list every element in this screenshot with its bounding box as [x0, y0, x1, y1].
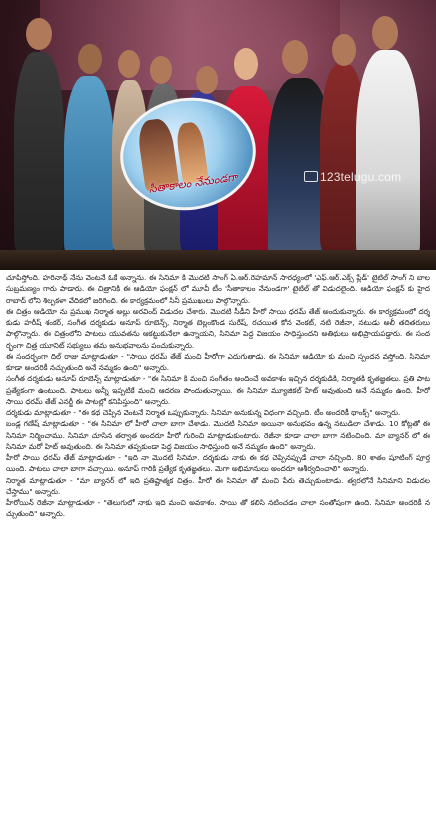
article-paragraph: సంగీత దర్శకుడు అనూప్ రూబెన్స్ మాట్లాడుతూ - "ఈ సినిమా కి మంచి సంగీతం అందించే అవకాశం ఇచ్చిన దర్శకుడికి, నిర్మాతకి కృతజ్ఞతలు. ప్రతి పాట ప్రత్యేకంగా ఉంటుంది. పాటలు అన్నీ ఇప్పటికే మంచి ఆదరణ పొందుతున్నాయి. ఈ సినిమా మ్యూజికల్ హిట్ అవుతుంది అనే నమ్మకం ఉంది. హీరో సాయి ధరమ్ తేజ్ ఎనర్జీ ఈ పాటల్లో కనిపిస్తుంది" అన్నారు.	[6, 374, 430, 406]
article-paragraph: చూపిస్తోంది. హరినాథ్ నేను వెంటనే ఓకే అన్నాను. ఈ సినిమా కి మొదటి సాంగ్ ఏ.ఆర్.రెహమాన్ సారధ్యంలో 'ఎఫ్.ఆర్.ఎక్స్ ప్లేడ్' టైటిల్ సాంగ్ ని బాలసుబ్రమణ్యం గారు పాడారు. ఈ చిత్రానికి ఈ ఆడియో ఫంక్షన్ లో మూవీ టీం 'సీతాకాలం నేనుండగా' టైటిల్ తో విడుదలైంది. ఆడియో ఫంక్షన్ కు హైదరాబాద్ లోని శిల్పకళా వేదికలో జరిగింది. ఈ కార్యక్రమంలో సినీ ప్రముఖులు పాల్గొన్నారు.	[6, 273, 430, 305]
person	[14, 52, 64, 252]
stage-floor	[0, 250, 436, 270]
article-paragraph: దర్శకుడు మాట్లాడుతూ - "ఈ కథ చెప్పిన వెంటనే నిర్మాత ఒప్పుకున్నారు. సినిమా అనుకున్న విధంగా వచ్చింది. టీం అందరికీ థాంక్స్" అన్నారు.	[6, 408, 401, 417]
person-head	[150, 56, 172, 84]
person-head	[196, 66, 218, 94]
watermark-text: 123telugu.com	[320, 170, 402, 184]
person-head	[78, 44, 102, 74]
person-head	[282, 40, 308, 74]
article-paragraph: హీరో సాయి ధరమ్ తేజ్ మాట్లాడుతూ - "ఇది నా మొదటి సినిమా. దర్శకుడు నాకు ఈ కథ చెప్పినప్పుడే చాలా నచ్చింది. 80 శాతం షూటింగ్ పూర్తయింది. పాటలు చాలా బాగా వచ్చాయి. అనూప్ గారికి ప్రత్యేక కృతజ్ఞతలు. మెగా అభిమానులు అందరూ ఆశీర్వదించాలి" అన్నారు.	[6, 453, 430, 474]
article-paragraph: బండ్ల గణేష్ మాట్లాడుతూ - "ఈ సినిమా లో హీరో చాలా బాగా చేశాడు. మొదటి సినిమా అయినా అనుభవం ఉన్న నటుడిలా చేశాడు. 10 కోట్లతో ఈ సినిమా నిర్మించాము. సినిమా చూసిన తర్వాత అందరూ హీరో గురించి మాట్లాడుకుంటారు. రెజీనా కూడా చాలా బాగా నటించింది. మా బ్యానర్ లో ఈ సినిమా మరో హిట్ అవుతుంది. ఈ సినిమా తప్పకుండా పెద్ద విజయం సాధిస్తుంది అనే నమ్మకం ఉంది" అన్నారు.	[6, 419, 430, 451]
person	[356, 50, 420, 260]
event-photo	[0, 0, 436, 270]
person-head	[372, 16, 398, 50]
article-body	[6, 272, 430, 520]
site-watermark	[304, 170, 401, 184]
person-head	[26, 18, 52, 50]
article-paragraph: హీరోయిన్ రెజీనా మాట్లాడుతూ - "తెలుగులో నాకు ఇది మంచి అవకాశం. సాయి తో కలిసి నటించడం చాలా సంతోషంగా ఉంది. సినిమా అందరికీ నచ్చుతుంది" అన్నారు.	[6, 498, 430, 519]
camera-icon	[304, 171, 318, 182]
person-head	[118, 50, 140, 78]
person	[64, 76, 114, 256]
person-head	[332, 34, 356, 66]
article-paragraph: ఈ సందర్భంగా దిల్ రాజు మాట్లాడుతూ - "సాయి ధరమ్ తేజ్ మంచి హీరోగా ఎదుగుతాడు. ఈ సినిమా ఆడియో కు మంచి స్పందన వస్తోంది. సినిమా కూడా అందరికీ నచ్చుతుంది అనే నమ్మకం ఉంది" అన్నారు.	[6, 351, 430, 372]
article-paragraph: నిర్మాత మాట్లాడుతూ - "మా బ్యానర్ లో ఇది ప్రతిష్టాత్మక చిత్రం. హీరో ఈ సినిమా తో మంచి పేరు తెచ్చుకుంటాడు. త్వరలోనే సినిమాని విడుదల చేస్తాము" అన్నారు.	[6, 475, 430, 496]
person-head	[234, 48, 258, 80]
movie-title-logo: సీతాకాలం నేనుండగా	[147, 170, 239, 196]
article-paragraph: ఈ చిత్రం ఆడియో ను ప్రముఖ నిర్మాత అల్లు అరవింద్ విడుదల చేశారు. మొదటి సీడీని హీరో సాయి ధరమ్ తేజ్ అందుకున్నారు. ఈ కార్యక్రమంలో దర్శకుడు హరీష్ శంకర్, సంగీత దర్శకుడు అనూప్ రూబెన్స్, నిర్మాత బెల్లంకొండ సురేష్, రచయిత కోన వెంకట్, నటి రెజీనా, నటుడు అలీ తదితరులు పాల్గొన్నారు. ఈ చిత్రంలోని పాటలు యువతను ఆకట్టుకునేలా ఉన్నాయని, సినిమా పెద్ద విజయం సాధిస్తుందని అతిథులు అభిప్రాయపడ్డారు. ఈ సందర్భంగా చిత్ర యూనిట్ సభ్యులు తమ అనుభవాలను పంచుకున్నారు.	[6, 306, 430, 350]
